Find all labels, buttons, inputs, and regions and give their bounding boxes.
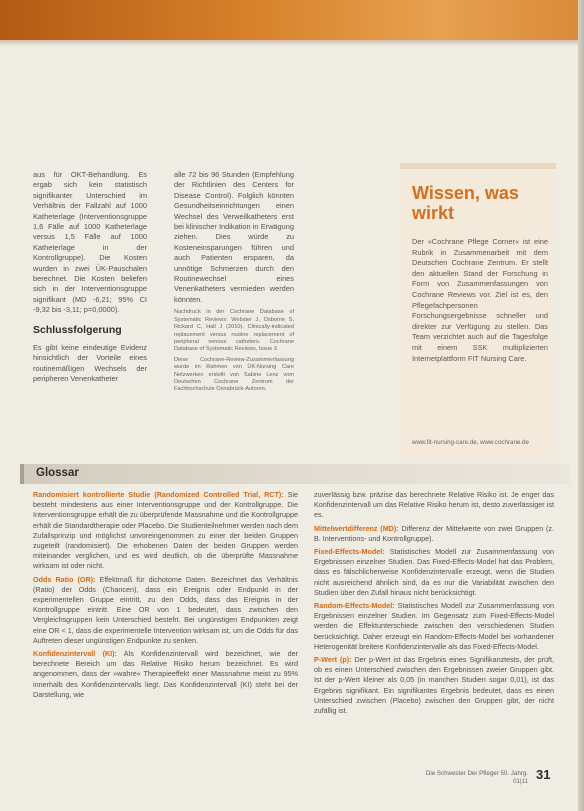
glossary-definition: Statistisches Modell zur Zusammenfassung von Ergebnissen einzelner Studien. Das Fixed-Effects-Model hat das Problem, dass es fälschlicherweise Konfidenzintervalle erzeugt, wenn die Studien nicht ausreichend ähnlich sind, da es nur die Variabilität zwischen den Studien über den Zufall hinaus nicht berücksichtigt. xyxy=(314,547,554,597)
glossary-definition: Effektmaß für dichotome Daten. Bezeichnet das Verhältnis (Ratio) der Odds (Chancen), dass ein Ereignis oder Endpunkt in der experimentellen Gruppe eintritt, zu den Odds, dass das Ereignis in der Kontrollgruppe eintritt. Eine OR von 1 bedeutet, dass zwischen den Vergleichsgruppen kein Unterschied besteht. Bei ungünstigen Endpunkten zeigt eine OR < 1, dass die experimentelle Intervention wirksam ist, um die Odds für das Auftreten dieser ungünstigen Endpunkte zu senken. xyxy=(33,574,299,645)
glossary-term: Konfidenzintervall (KI): xyxy=(33,649,117,659)
sidebar-text: Der »Cochrane Pflege Corner« ist eine Rubrik in Zusammenarbeit mit dem Deutschen Cochrane Zentrum. Er stellt den aktuellen Stand der Forschung in Form von Zusammenfassungen von Cochrane Reviews vor. Ziel ist es, den Pflegefachpersonen Forschungsergebnisse schneller und direkter zur Verfügung zu stellen. Das Team verzichtet auch auf die Tagesfolge mit einem SSK multiplizierten Internetplattform FIT Nursing Care. xyxy=(412,237,548,363)
article-column-1 xyxy=(33,170,147,388)
conclusion-heading: Schlussfolgerung xyxy=(33,323,122,336)
glossary-entry xyxy=(33,649,298,700)
article-column-2 xyxy=(174,170,294,397)
glossary-term: Mittelwertdifferenz (MD): xyxy=(314,523,399,533)
glossary-definition: Differenz der Mittelwerte von zwei Gruppen (z. B. Interventions- und Kontrollgruppe). xyxy=(314,523,554,543)
glossary-entry xyxy=(33,490,298,572)
article-conclusion-continued: alle 72 bis 96 Stunden (Empfehlung der Richtlinien des Centers for Disease Control). Folglich könnten Gesundheitseinrichtungen einen Wechsel des Verweilkatheters erst bei klinischer Indikation in Erwägung ziehen. Dies würde zu Kosteneinsparungen führen und auch Patienten ersparen, da unnötige Schmerzen durch den Routinewechsel eines Venenkatheters vermieden werden könnten. xyxy=(174,170,294,304)
glossary-title: Glossar xyxy=(36,467,79,479)
page-edge xyxy=(578,0,584,811)
page-number: 31 xyxy=(536,767,551,782)
glossary-column-left xyxy=(33,490,298,703)
article-conclusion-text: Es gibt keine eindeutige Evidenz hinsichtlich der Vorteile eines routinemäßigen Wechsels der peripheren Venenkatheter xyxy=(33,342,147,383)
glossary-term: P-Wert (p): xyxy=(314,655,352,665)
glossary-column-right xyxy=(314,490,554,719)
glossary-definition: Sie besteht mindestens aus einer Interventionsgruppe und der Kontrollgruppe. Die Interventionsgruppe erhält die zu überprüfende Massnahme und die Kontrollgruppe erhält die Standardtherapie oder Placebo. Die Studienteilnehmer werden nach dem Zufallsprinzip und möglichst unvoreingenommen zu einer der beiden Gruppen zugeteilt (randomisiert). Die erhobenen Daten der beiden Gruppen werden miteinander verglichen, und es wird deutlich, ob die überprüfte Massnahme wirksam ist oder nicht. xyxy=(33,490,298,571)
references xyxy=(174,309,294,393)
glossary-definition: Statistisches Modell zur Zusammenfassung von Ergebnissen einzelner Studien. Im Gegensatz zum Fixed-Effects-Model werden die Effektunterschiede zwischen den verschiedenen Studien berücksichtigt. Daher erzeugt ein Random-Effects-Model bei vorhandener Heterogenität breitere Konfidenzintervalle als das Fixed-Effects-Model. xyxy=(314,601,554,651)
reference-source: Nachdruck in der Cochrane Database of Systematic Reviews: Webster J, Osborne S, Rickard C, Hall J (2010). Clinically-indicated replacement versus routine replacement of peripheral venous catheters. Cochrane Database of Systematic Reviews, Issue 3. xyxy=(174,309,294,353)
header-shadow xyxy=(0,40,584,46)
glossary-definition: Der p-Wert ist das Ergebnis eines Signifikanztests, der prüft, ob es einen Unterschied zwischen den Ergebnissen zweier Gruppen gibt. Ist der p-Wert kleiner als 0,05 (in manchen Studien sogar 0,01), ist das Ergebnis signifikant. Ein signifikantes Ergebnis bedeutet, dass es einen Unterschied zwischen (Placebo) zwischen den Gruppen gibt, der nicht zufällig ist. xyxy=(314,655,554,716)
glossary-entry xyxy=(314,524,554,544)
header-color-band xyxy=(0,0,584,40)
reference-author: Diese Cochrane-Review-Zusammenfassung wurde im Rahmen von ÜK-Nursing Care Netzwerken erstellt von Sabine Lenz vom Deutschen Cochrane Zentrum der Fachhochschule Osnabrück-Autoren. xyxy=(174,356,294,393)
glossary-entry xyxy=(33,575,298,646)
journal-reference: Die Schwester Der Pfleger 50. Jahrg. 01|11 xyxy=(425,770,528,785)
glossary-entry xyxy=(314,601,554,652)
glossary-entry xyxy=(314,547,554,598)
article-results-text: aus für OKT-Behandlung. Es ergab sich kein statistisch signifikanter Unterschied im Verhältnis der Fallzahl auf 1000 Katheterlage (Interventionsgruppe 1,6 Fälle auf 1000 Katheterlage versus 1,5 Fälle auf 1000 Katheterlage in der Kontrollgruppe). Die Kosten wurden in zwei ÜK-Pauschalen berechnet. Die Kosten beliefen sich in der Interventionsgruppe signifikant (MD -6,21; 95% CI -9,32 bis -3,11; p=0,0000). xyxy=(33,170,147,315)
glossary-term: Randomisiert kontrollierte Studie (Randomized Controlled Trial, RCT): xyxy=(33,490,284,499)
glossary-entry xyxy=(314,655,554,716)
sidebar-title: Wissen, was wirkt xyxy=(412,183,519,223)
sidebar-box xyxy=(400,163,556,459)
glossary-definition: Als Konfidenzintervall wird bezeichnet, wie der berechnete Bereich um das Relative Risiko herum bezeichnet. Es wird angenommen, dass der »wahre« Therapieeffekt einer Massnahme meist zu 95% innerhalb des Konfidenzintervalls liegt. Das Konfidenzintervall (KI) steht bei der Darstellung, wie xyxy=(33,649,298,699)
glossary-header-bar xyxy=(20,464,570,484)
glossary-entry xyxy=(314,490,554,521)
sidebar-links[interactable]: www.fit-nursing-care.de, www.cochrane.de xyxy=(412,439,529,446)
glossary-term: Random-Effects-Model: xyxy=(314,601,395,611)
glossary-definition: zuverlässig bzw. präzise das berechnete Relative Risiko ist. Je enger das Konfidenzintervall um das Relative Risiko herum ist, desto zuverlässiger ist es. xyxy=(314,490,554,520)
glossary-term: Odds Ratio (OR): xyxy=(33,574,96,584)
glossary-term: Fixed-Effects-Model: xyxy=(314,547,385,557)
